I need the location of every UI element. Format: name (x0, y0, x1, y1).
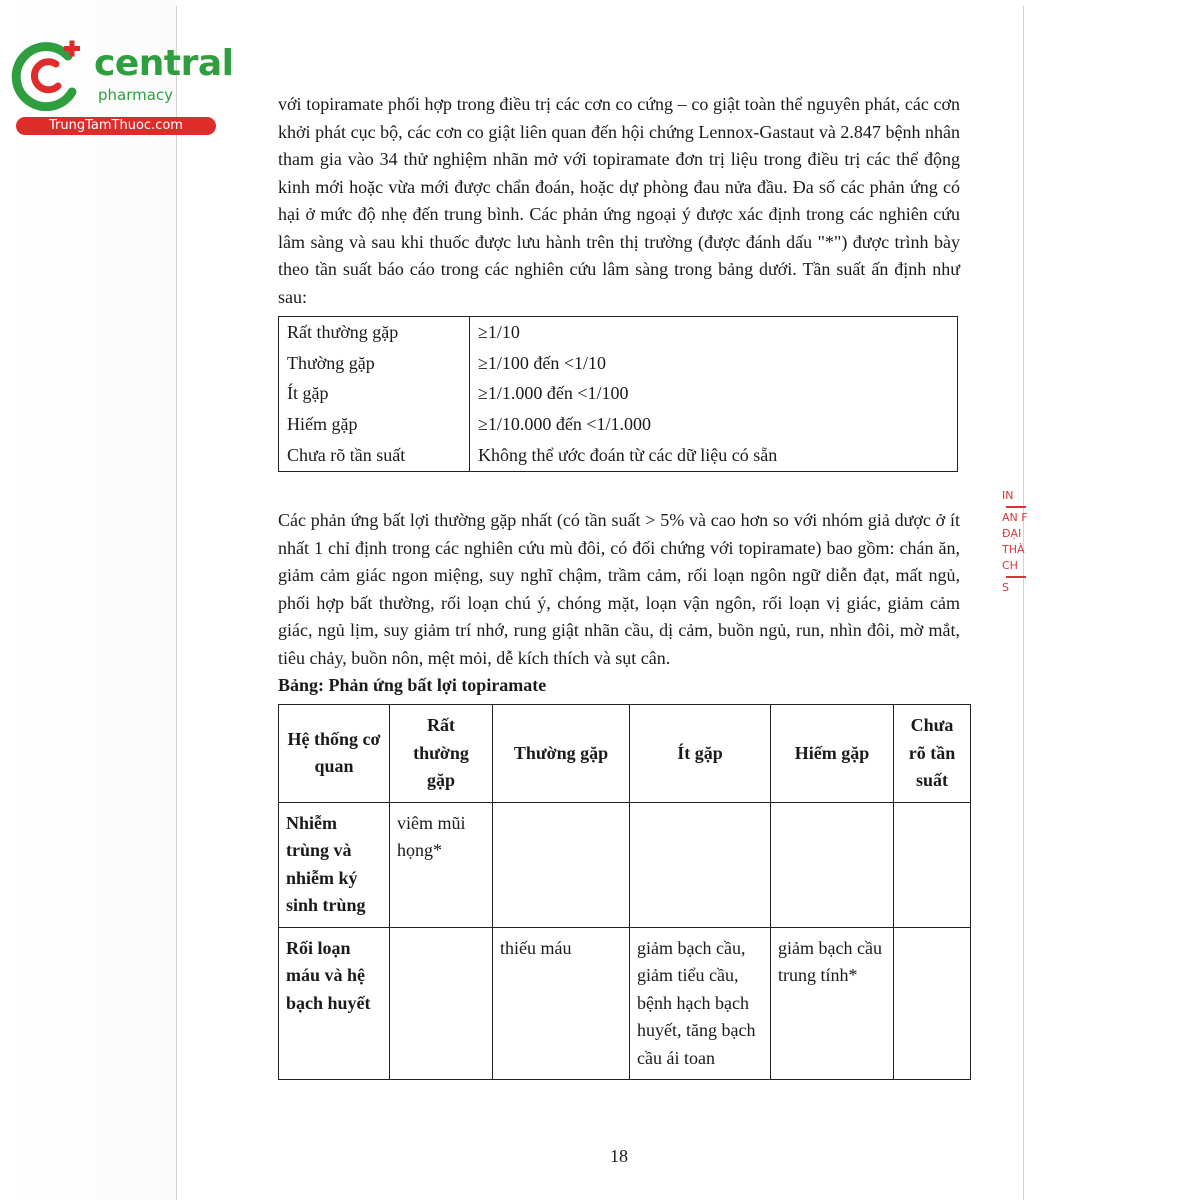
table-row (279, 927, 971, 1080)
frequency-cell: viêm mũi họng* (390, 802, 493, 927)
stamp-text: CH (1002, 559, 1018, 572)
frequency-cell (630, 802, 771, 927)
logo-cross-icon (10, 36, 90, 116)
column-header: Hiếm gặp (771, 705, 894, 803)
stamp-text: IN (1002, 489, 1014, 502)
common-reactions-paragraph: Các phản ứng bất lợi thường gặp nhất (có tần suất > 5% và cao hơn so với nhóm giả dược ở ít nhất 1 chỉ định trong các nghiên cứu mù đôi, có đối chứng với topiramate) bao gồm: chán ăn, giảm cảm giác ngon miệng, suy nghĩ chậm, trầm cảm, rối loạn ngôn ngữ diễn đạt, mất ngủ, phối hợp bất thường, rối loạn chú ý, chóng mặt, loạn vận ngôn, rối loạn vị giác, giảm cảm giác, ngủ lịm, suy giảm trí nhớ, rung giật nhãn cầu, dị cảm, buồn ngủ, run, nhìn đôi, mờ mắt, tiêu chảy, buồn nôn, mệt mỏi, dễ kích thích và sụt cân. (278, 510, 960, 668)
frequency-cell (771, 802, 894, 927)
logo-brand-name: central (94, 43, 234, 84)
frequency-cell (390, 927, 493, 1080)
frequency-row (279, 409, 958, 440)
frequency-label: Ít gặp (279, 379, 470, 410)
stamp-line (1006, 576, 1026, 578)
frequency-cell: giảm bạch cầu trung tính* (771, 927, 894, 1080)
frequency-row (279, 348, 958, 379)
frequency-value: ≥1/10 (478, 321, 520, 342)
organ-system-cell: Rối loạn máu và hệ bạch huyết (279, 927, 390, 1080)
frequency-label: Hiếm gặp (279, 409, 470, 440)
column-header: Ít gặp (630, 705, 771, 803)
stamp-text: S (1002, 581, 1009, 594)
red-stamp-fragment (1002, 488, 1032, 638)
column-header: Chưa rõ tần suất (894, 705, 971, 803)
frequency-label: Rất thường gặp (279, 317, 470, 348)
desk-background (0, 0, 176, 1200)
frequency-cell: giảm bạch cầu, giảm tiểu cầu, bệnh hạch bạch huyết, tăng bạch cầu ái toan (630, 927, 771, 1080)
column-header: Rất thường gặp (390, 705, 493, 803)
stamp-text: THÀ (1002, 543, 1025, 556)
table-caption: Bảng: Phản ứng bất lợi topiramate (278, 675, 547, 695)
frequency-value: ≥1/10.000 đến <1/1.000 (478, 414, 652, 435)
stamp-text: AN F (1002, 511, 1028, 524)
table-row (279, 802, 971, 927)
column-header: Thường gặp (493, 705, 630, 803)
logo-website-banner[interactable]: TrungTamThuoc.com (16, 117, 216, 135)
frequency-row (279, 317, 958, 348)
frequency-label: Thường gặp (279, 348, 470, 379)
column-header: Hệ thống cơ quan (279, 705, 390, 803)
page-number: 18 (610, 1146, 628, 1166)
frequency-value: ≥1/100 đến <1/10 (478, 352, 607, 373)
stamp-line (1006, 506, 1026, 508)
frequency-cell (493, 802, 630, 927)
organ-system-cell: Nhiễm trùng và nhiễm ký sinh trùng (279, 802, 390, 927)
frequency-value: ≥1/1.000 đến <1/100 (478, 383, 629, 404)
frequency-cell (894, 802, 971, 927)
frequency-row (279, 379, 958, 410)
frequency-value: Không thể ước đoán từ các dữ liệu có sẵn (478, 445, 778, 466)
adverse-reactions-table (278, 704, 971, 1080)
frequency-definition-table (278, 316, 958, 472)
stamp-text: ĐẠI (1002, 527, 1022, 540)
pharmacy-logo[interactable] (8, 36, 234, 136)
frequency-row (279, 440, 958, 471)
intro-paragraph: với topiramate phối hợp trong điều trị các cơn co cứng – co giật toàn thể nguyên phát, các cơn khởi phát cục bộ, các cơn co giật liên quan đến hội chứng Lennox-Gastaut và 2.847 bệnh nhân tham gia vào 34 thử nghiệm nhãn mở với topiramate đơn trị liệu trong điều trị các thể động kinh mới hoặc vừa mới được chẩn đoán, hoặc dự phòng đau nửa đầu. Đa số các phản ứng có hại ở mức độ nhẹ đến trung bình. Các phản ứng ngoại ý được xác định trong các nghiên cứu lâm sàng và sau khi thuốc được lưu hành trên thị trường (được đánh dấu "*") được trình bày theo tần suất báo cáo trong các nghiên cứu lâm sàng trong bảng dưới. Tần suất ấn định như sau: (278, 94, 960, 307)
frequency-label: Chưa rõ tần suất (279, 440, 470, 471)
frequency-cell (894, 927, 971, 1080)
logo-subtitle: pharmacy (98, 86, 174, 104)
frequency-cell: thiếu máu (493, 927, 630, 1080)
